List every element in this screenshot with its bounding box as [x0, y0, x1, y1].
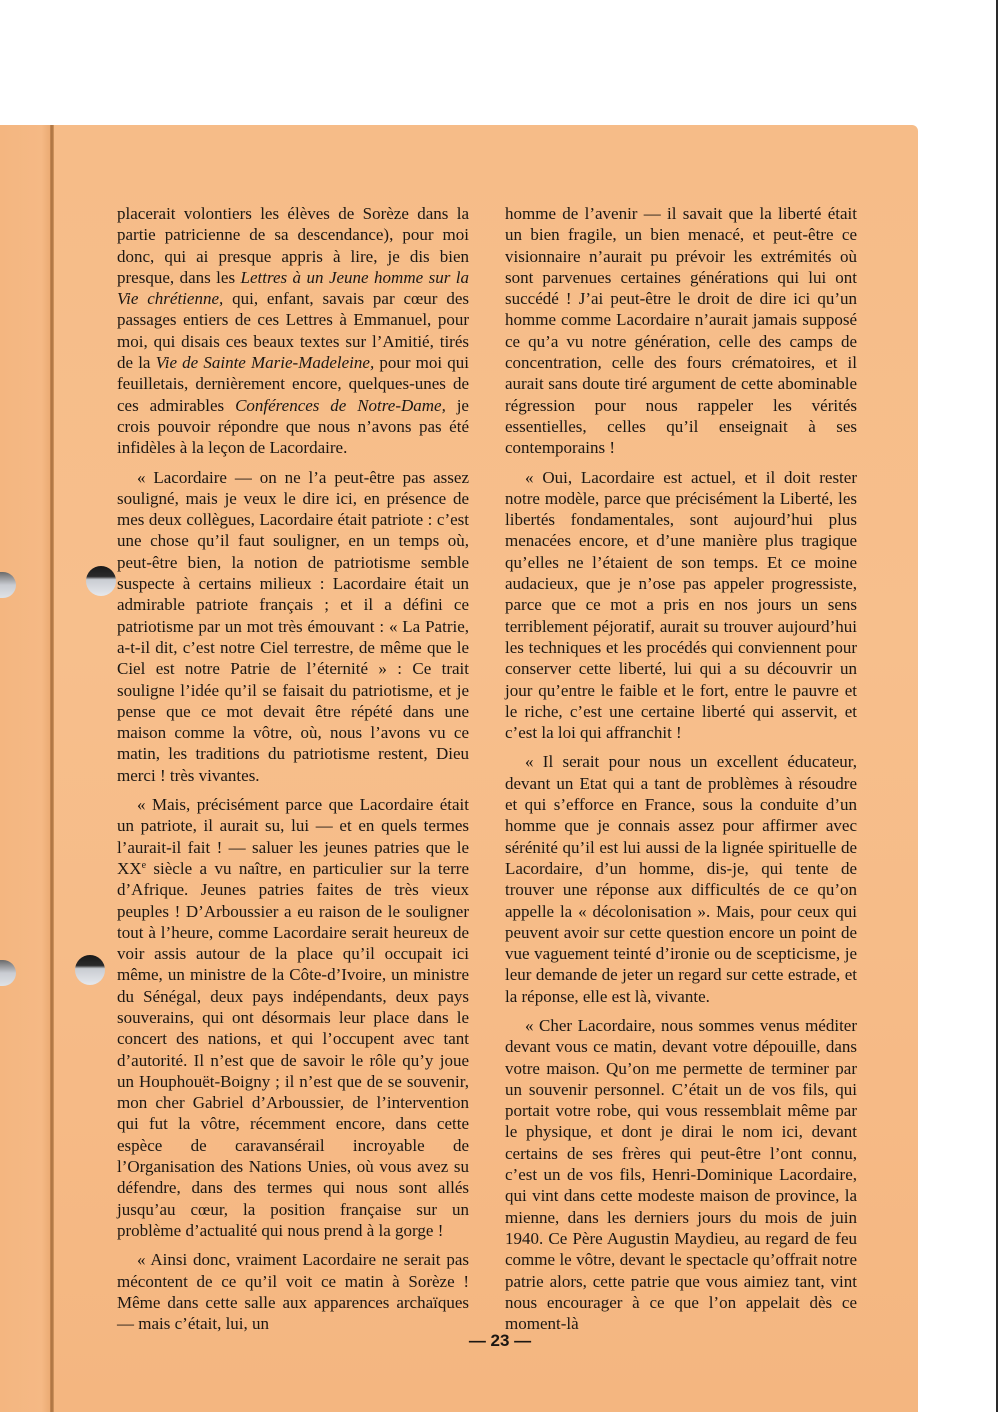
paragraph: « Ainsi donc, vraiment Lacordaire ne serait pas mécontent de ce qu’il voit ce matin à Sorèze ! Même dans cette salle aux apparences archaïques — mais c’était, lui, un [117, 1250, 469, 1334]
paragraph [117, 794, 469, 1241]
paragraph: « Lacordaire — on ne l’a peut-être pas assez souligné, mais je veux le dire ici, en présence de mes deux collègues, Lacordaire était patriote : c’est une chose qu’il faut souligner, en un temps où, peut-être bien, la notion de patriotisme semble suspecte à certains milieux : Lacordaire était un admirable patriote français ; et il a défini ce patriotisme par un mot très émouvant : « La Patrie, a-t-il dit, c’est notre Ciel terrestre, de même que le Ciel est notre Patrie de l’éternité » : Ce trait souligne l’idée qu’il se faisait du patriotisme, et je pense que ce mot devait être répété dans une maison comme la vôtre, où, nous l’avons vu ce matin, les traditions du patriotisme restent, Dieu merci ! très vivantes. [117, 467, 469, 785]
text-run: « Mais, précisément parce que Lacordaire était un patriote, il aurait su, lui — et en quels termes l’aurait-il fait ! — saluer les jeunes patries que le XX [117, 795, 469, 878]
punch-hole [86, 566, 116, 596]
facing-page-edge [0, 125, 52, 1412]
page-number: — 23 — [468, 1331, 532, 1350]
text-run: placerait volontiers les élèves de Sorèze dans la partie patricienne de sa descendance), pour moi donc, qui ai presque appris à lire, je dis bien presque, dans les [117, 204, 469, 287]
paragraph: homme de l’avenir — il savait que la liberté était un bien fragile, un bien menacé, et peut-être ce visionnaire n’aurait pu prévoir les extrémités où sont parvenues certaines générations qui lui ont succédé ! J’ai peut-être le droit de dire ici qu’un homme comme Lacordaire n’aurait jamais supposé ce qu’a vu notre génération, celle des camps de concentration, celle des fours crématoires, et il aurait sans doute tiré argument de cette abominable régression pour nous rappeler les vérités essentielles, celles qu’il enseignait à ses contemporains ! [505, 204, 857, 458]
italic-title: Vie de Sainte Marie-Madeleine, [155, 353, 375, 373]
superscript: e [141, 859, 147, 871]
paragraph: « Oui, Lacordaire est actuel, et il doit rester notre modèle, parce que précisément la Liberté, les libertés fondamentales, sont aujourd’hui plus menacées encore, et d’une manière plus tragique qu’elles ne l’étaient de son temps. Et ce moine audacieux, que je n’ose pas appeler progressiste, parce que ce mot a pris en nos jours un sens terriblement péjoratif, aurait su trouver aujourd’hui les techniques et les procédés qui conviennent pour conserver cette liberté, lui qui a su découvrir un jour qu’entre le faible et le fort, entre le pauvre et le riche, c’est une certaine liberté qui asservit, et c’est la loi qui affranchit ! [505, 467, 857, 743]
italic-title: Conférences de Notre-Dame, [235, 395, 446, 415]
text-run: siècle a vu naître, en particulier sur la terre d’Afrique. Jeunes patries faites de très vieux peuples ! D’Arboussier a eu raison de le souligner tout à l’heure, comme Lacordaire serait heureux de voir assis autour de la place qu’il occupait ici même, un ministre de la Côte-d’Ivoire, un ministre du Sénégal, deux pays indépendants, deux pays souverains, qui ont désormais leur place dans le concert des nations, et qui l’occupent avec tant d’autorité. Il n’est que de savoir le rôle qu’y joue un Houphouët-Boigny ; il n’est que de se souvenir, mon cher Gabriel d’Arboussier, de l’intervention qui fut la vôtre, récemment encore, dans cette espèce de caravansérail incroyable de l’Organisation des Nations Unies, où vous avez su défendre, dans des termes qui nous sont allés jusqu’au cœur, la position française sur un problème d’actualité qui nous prend à la gorge ! [117, 858, 469, 1240]
text-run: pour moi qui feuilletais, dernièrement encore, quelques-unes de ces admirables [117, 353, 469, 415]
scan-edge [996, 0, 998, 1412]
paragraph: « Il serait pour nous un excellent éducateur, devant un Etat qui a tant de problèmes à résoudre et qui s’efforce en France, sous la conduite d’un homme que je connais assez pour affirmer avec sérénité qu’il est lui aussi de la lignée spirituelle de Lacordaire, d’un homme, dis-je, qui tente de trouver une réponse aux difficultés de ce qu’on appelle la « décolonisation ». Mais, pour ceux qui peuvent avoir sur cette question encore un point de vue vaguement teinté d’ironie ou de scepticisme, je leur demande de jeter un regard sur cette estrade, et la réponse, elle est là, vivante. [505, 752, 857, 1006]
paragraph: « Cher Lacordaire, nous sommes venus méditer devant vous ce matin, devant votre dépouille, dans votre maison. Qu’on me permette de terminer par un souvenir personnel. C’était un de vos fils, qui portait votre robe, qui vous ressemblait même par le physique, et dont je dirai le nom ici, devant certains de ses frères qui peut-être l’ont connu, c’est un de vos fils, Henri-Dominique Lacordaire, qui vint dans cette modeste maison de province, la mienne, dans les derniers jours du mois de juin 1940. Ce Père Augustin Maydieu, au regard de feu comme le vôtre, devant le spectacle qu’offrait notre patrie alors, cette patrie que vous aimiez tant, vint nous encourager à ce que l’on appelait dès ce moment-là [505, 1015, 857, 1334]
paragraph [117, 203, 469, 459]
left-column [117, 203, 469, 1342]
text-run: je crois pouvoir répondre que nous n’avons pas été infidèles à la leçon de Lacordaire. [117, 395, 469, 458]
italic-title: Lettres à un Jeune homme sur la Vie chrétienne, [117, 267, 469, 309]
punch-hole [75, 955, 105, 985]
right-column [505, 203, 857, 1342]
text-run: qui, enfant, savais par cœur des passages entiers de ces Lettres à Emmanuel, pour moi, qui disais ces beaux textes sur l’Amitié, tirés de la [117, 289, 469, 373]
